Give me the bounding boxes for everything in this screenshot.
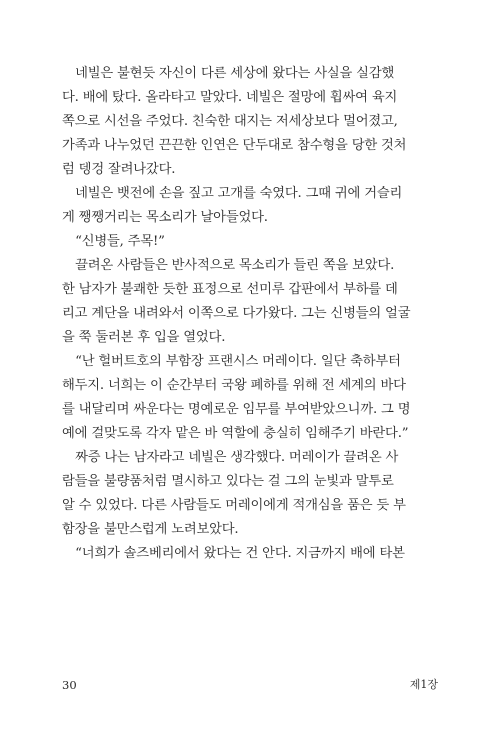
text-line: 가족과 나누었던 끈끈한 인연은 단두대로 참수형을 당한 것처 bbox=[62, 138, 407, 153]
text-line: 끌려온 사람들은 반사적으로 목소리가 들린 쪽을 보았다. bbox=[62, 258, 395, 273]
text-line: 짜증 나는 남자라고 네빌은 생각했다. 머레이가 끌려온 사 bbox=[62, 450, 399, 465]
text-line: 람들을 불량품처럼 멸시하고 있다는 걸 그의 눈빛과 말투로 bbox=[62, 474, 394, 489]
text-line: 게 쨍쨍거리는 목소리가 날아들었다. bbox=[62, 210, 268, 225]
text-line: 알 수 있었다. 다른 사람들도 머레이에게 적개심을 품은 듯 부 bbox=[62, 498, 406, 513]
text-line: 을 쭉 둘러본 후 입을 열었다. bbox=[62, 330, 226, 345]
text-line: 함장을 불만스럽게 노려보았다. bbox=[62, 522, 239, 537]
chapter-label: 제1장 bbox=[409, 678, 438, 691]
text-line: “신병들, 주목!” bbox=[62, 234, 165, 249]
text-line: 네빌은 불현듯 자신이 다른 세상에 왔다는 사실을 실감했 bbox=[62, 66, 395, 81]
text-line: 럼 뎅겅 잘려나갔다. bbox=[62, 162, 176, 177]
text-line: 한 남자가 불쾌한 듯한 표정으로 선미루 갑판에서 부하를 데 bbox=[62, 282, 398, 297]
text-line: 쪽으로 시선을 주었다. 친숙한 대지는 저세상보다 멀어졌고, bbox=[62, 114, 398, 129]
text-line: 네빌은 뱃전에 손을 짚고 고개를 숙였다. 그때 귀에 거슬리 bbox=[62, 186, 403, 201]
text-line: 다. 배에 탔다. 올라타고 말았다. 네빌은 절망에 휩싸여 육지 bbox=[62, 90, 398, 105]
text-line: “너희가 솔즈베리에서 왔다는 건 안다. 지금까지 배에 타본 bbox=[62, 546, 405, 561]
text-line: 해두지. 너희는 이 순간부터 국왕 폐하를 위해 전 세계의 바다 bbox=[62, 378, 406, 393]
body-text bbox=[62, 62, 438, 566]
page-footer bbox=[62, 675, 438, 695]
text-line: 리고 계단을 내려와서 이쪽으로 다가왔다. 그는 신병들의 얼굴 bbox=[62, 306, 411, 321]
text-line: “난 헐버트호의 부함장 프랜시스 머레이다. 일단 축하부터 bbox=[62, 354, 401, 369]
text-line: 예에 걸맞도록 각자 맡은 바 역할에 충실히 임해주기 바란다.” bbox=[62, 426, 409, 441]
text-line: 를 내달리며 싸운다는 명예로운 임무를 부여받았으니까. 그 명 bbox=[62, 402, 411, 417]
page-number: 30 bbox=[62, 678, 77, 692]
